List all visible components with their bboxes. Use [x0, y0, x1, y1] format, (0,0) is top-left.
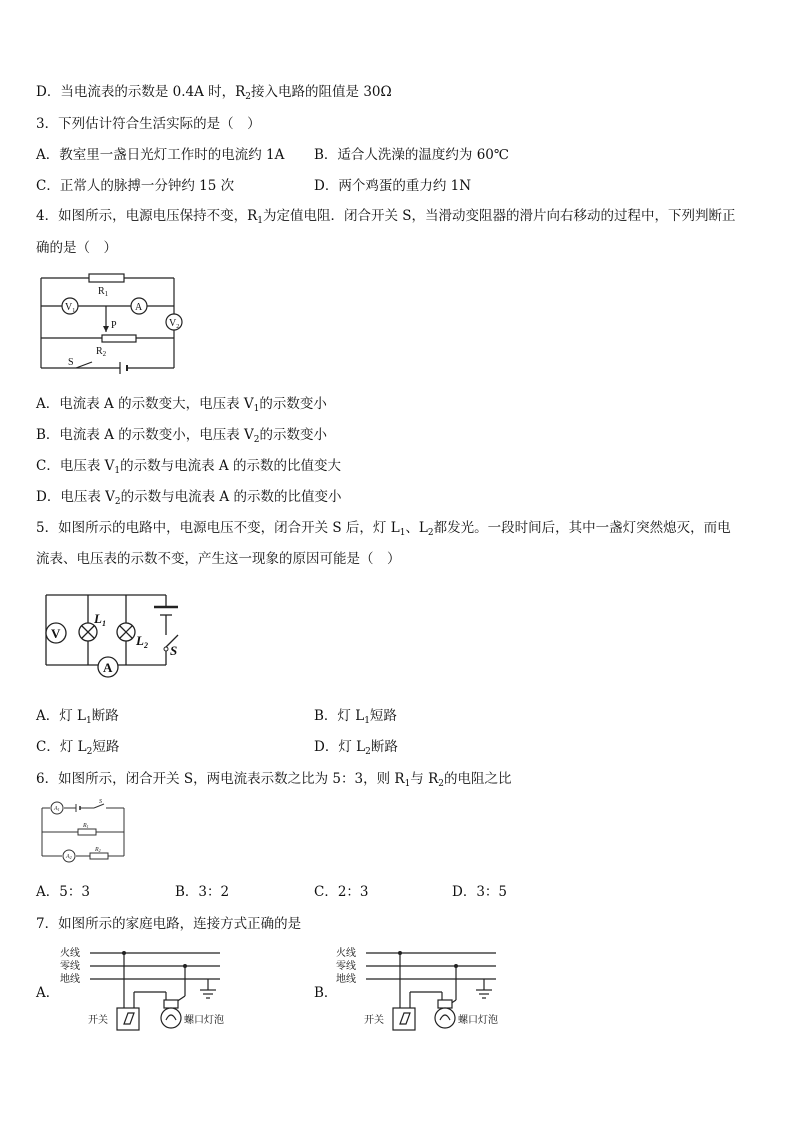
svg-text:火线: 火线 [60, 948, 80, 959]
svg-text:螺口灯泡: 螺口灯泡 [184, 1015, 224, 1026]
q7-option-a-label: A． [36, 985, 60, 1001]
svg-text:R2: R2 [95, 847, 101, 853]
svg-text:S: S [170, 643, 178, 658]
q4-resistor-r1 [89, 274, 124, 282]
q5-stem-line2: 流表、电压表的示数不变，产生这一现象的原因可能是（ ） [36, 551, 401, 567]
q3-option-a: A．教室里一盏日光灯工作时的电流约 1A [36, 147, 285, 163]
q4-option-a: A．电流表 A 的示数变大，电压表 $V_1$的示数变小 [36, 396, 327, 414]
q7-option-b-label: B． [314, 985, 338, 1001]
svg-text:V1: $V_1$ [65, 302, 76, 314]
svg-text:P: P [111, 320, 117, 331]
q6-option-d: D．3：5 [452, 884, 508, 900]
q7-a-bulb [161, 1000, 181, 1028]
q4-option-b: B．电流表 A 的示数变小，电压表 $V_2$的示数变小 [36, 427, 328, 445]
svg-text:S: S [68, 357, 74, 368]
q4-circuit-diagram [36, 268, 196, 380]
q5-option-b: B．灯 $L_1$短路 [314, 708, 397, 726]
svg-text:零线: 零线 [60, 961, 80, 972]
svg-text:L2: $L_2$ [136, 633, 148, 650]
svg-text:A: A [135, 302, 143, 313]
svg-text:开关: 开关 [364, 1015, 384, 1026]
svg-text:地线: 地线 [60, 974, 80, 985]
q6-option-a: A．5：3 [36, 884, 90, 900]
svg-text:R1: $R_1$ [98, 286, 109, 298]
q7-stem: 7．如图所示的家庭电路，连接方式正确的是 [36, 916, 302, 932]
q6-resistor-r1 [78, 829, 96, 835]
q3-option-b: B．适合人洗澡的温度约为 60℃ [314, 147, 509, 163]
svg-text:螺口灯泡: 螺口灯泡 [458, 1015, 498, 1026]
svg-text:零线: 零线 [336, 961, 356, 972]
q4-option-d: D．电压表 $V_2$的示数与电流表 A 的示数的比值变小 [36, 489, 342, 507]
svg-text:V2: $V_2$ [169, 318, 180, 330]
svg-text:L1: $L_1$ [94, 611, 106, 628]
svg-text:V: V [51, 626, 61, 641]
svg-text:A2: A2 [66, 854, 72, 860]
q5-option-d: D．灯 $L_2$断路 [314, 739, 398, 757]
svg-text:火线: 火线 [336, 948, 356, 959]
q2-option-d: D．当电流表的示数是 0.4A 时，$R_2$接入电路的阻值是 30Ω [36, 84, 392, 102]
q6-option-c: C．2：3 [314, 884, 369, 900]
q4-stem-line2: 确的是（ ） [36, 240, 117, 256]
q4-option-c: C．电压表 $V_1$的示数与电流表 A 的示数的比值变大 [36, 458, 341, 476]
svg-text:R1: R1 [83, 823, 89, 829]
q5-option-a: A．灯 $L_1$断路 [36, 708, 119, 726]
q5-circuit-diagram [40, 585, 190, 685]
svg-text:A: A [103, 660, 113, 675]
q6-option-b: B．3：2 [175, 884, 230, 900]
svg-text:A1: A1 [54, 806, 60, 812]
q5-option-c: C．灯 $L_2$短路 [36, 739, 120, 757]
svg-text:开关: 开关 [88, 1015, 108, 1026]
q5-stem-line1: 5．如图所示的电路中，电源电压不变，闭合开关 S 后，灯 $L_1$、$L_2$都发光。一段时间后，其中一盏灯突然熄灭，而电 [36, 520, 731, 538]
q6-resistor-r2 [90, 853, 108, 859]
q3-stem: 3．下列估计符合生活实际的是（ ） [36, 116, 261, 132]
svg-text:R2: $R_2$ [96, 346, 107, 358]
q6-stem: 6．如图所示，闭合开关 S，两电流表示数之比为 5：3，则 $R_1$与 $R_2$的电阻之比 [36, 771, 512, 789]
q3-option-c: C．正常人的脉搏一分钟约 15 次 [36, 178, 235, 194]
q7-option-b-diagram [336, 940, 516, 1035]
q4-resistor-r2 [102, 335, 136, 342]
q6-circuit-diagram [38, 798, 130, 864]
q7-b-bulb [435, 1000, 455, 1028]
q3-option-d: D．两个鸡蛋的重力约 1N [314, 178, 472, 194]
q7-option-a-diagram [60, 940, 240, 1035]
svg-text:地线: 地线 [336, 974, 356, 985]
q4-stem-line1: 4．如图所示，电源电压保持不变，$R_1$为定值电阻．闭合开关 S，当滑动变阻器的滑片向右移动的过程中，下列判断正 [36, 208, 736, 226]
q5-lamp-l2 [117, 623, 135, 641]
q7-b-switch [393, 1008, 415, 1030]
q7-a-switch [117, 1008, 139, 1030]
svg-text:S: S [99, 799, 102, 805]
